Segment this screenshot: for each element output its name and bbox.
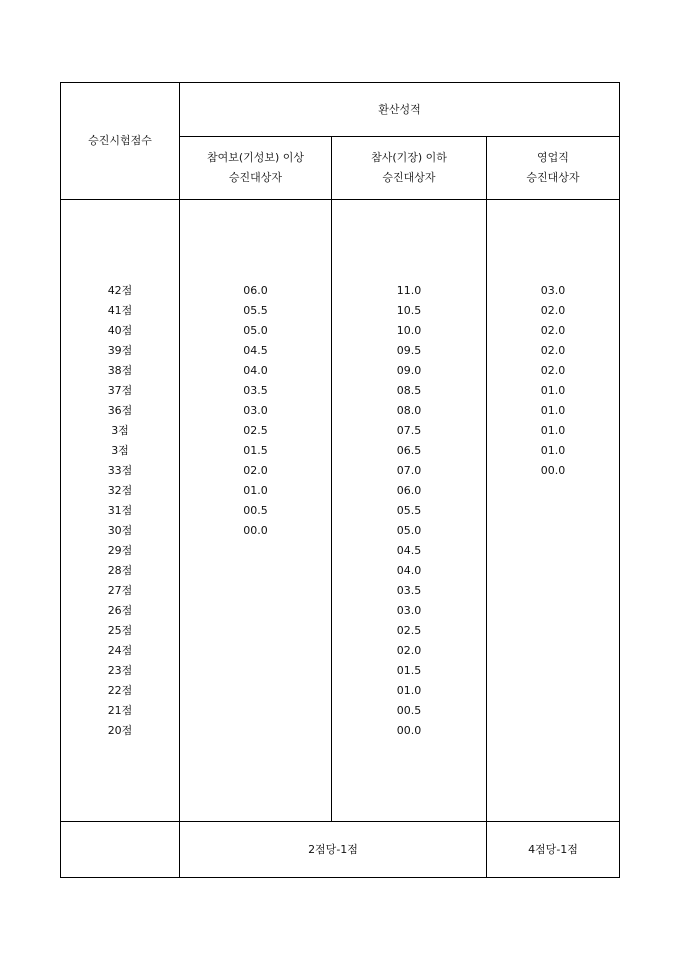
score-cell: 23점: [107, 664, 133, 677]
value-cell: 09.5: [396, 344, 422, 357]
score-cell: 21점: [107, 704, 133, 717]
score-cell: 28점: [107, 564, 133, 577]
score-cell: 42점: [107, 284, 133, 297]
value-cell: 06.0: [243, 284, 268, 297]
score-cell: 36점: [107, 404, 133, 417]
score-column: [61, 281, 179, 741]
col2-header-line2: 승진대상자: [382, 171, 436, 184]
value-cell: 10.0: [396, 324, 422, 337]
value-cell: 02.0: [540, 364, 566, 377]
score-cell: 24점: [107, 644, 133, 657]
score-cell: 22점: [107, 684, 133, 697]
divider-line: [486, 136, 487, 877]
value-cell: 01.0: [396, 684, 422, 697]
value-cell: 02.5: [396, 624, 422, 637]
value-cell: 02.0: [396, 644, 422, 657]
value-cell: 02.5: [243, 424, 268, 437]
col2-values: [332, 281, 486, 741]
score-header-label: 승진시험점수: [88, 134, 152, 147]
value-cell: 08.5: [396, 384, 422, 397]
value-cell: 08.0: [396, 404, 422, 417]
value-cell: 07.5: [396, 424, 422, 437]
value-cell: 01.5: [243, 444, 268, 457]
col3-values: [487, 281, 619, 481]
value-cell: 01.5: [396, 664, 422, 677]
score-cell: 33점: [107, 464, 133, 477]
value-cell: 01.0: [540, 424, 566, 437]
value-cell: 02.0: [243, 464, 268, 477]
value-cell: 00.0: [396, 724, 422, 737]
value-cell: 05.5: [243, 304, 268, 317]
col2-header: [332, 137, 486, 199]
value-cell: 02.0: [540, 304, 566, 317]
score-cell: 32점: [107, 484, 133, 497]
score-cell: 3점: [111, 424, 129, 437]
col3-header: [487, 137, 619, 199]
converted-score-header: [180, 83, 619, 136]
value-cell: 11.0: [396, 284, 422, 297]
value-cell: 03.0: [540, 284, 566, 297]
footer-ratio-cell: [180, 822, 486, 877]
footer-ratio-cell: [487, 822, 619, 877]
value-cell: 01.0: [540, 384, 566, 397]
value-cell: 09.0: [396, 364, 422, 377]
col3-header-line1: 영업직: [537, 151, 569, 164]
score-cell: 30점: [107, 524, 133, 537]
score-cell: 26점: [107, 604, 133, 617]
value-cell: 01.0: [540, 404, 566, 417]
value-cell: 07.0: [396, 464, 422, 477]
value-cell: 01.0: [243, 484, 268, 497]
score-cell: 40점: [107, 324, 133, 337]
score-cell: 25점: [107, 624, 133, 637]
value-cell: 04.0: [396, 564, 422, 577]
footer-ratio-3: 4점당-1점: [528, 842, 578, 856]
col3-header-line2: 승진대상자: [526, 171, 580, 184]
conversion-table: [60, 82, 620, 878]
value-cell: 05.0: [243, 324, 268, 337]
value-cell: 00.0: [243, 524, 268, 537]
value-cell: 00.5: [243, 504, 268, 517]
value-cell: 01.0: [540, 444, 566, 457]
score-header: [61, 83, 179, 199]
score-cell: 41점: [107, 304, 133, 317]
converted-score-label: 환산성적: [378, 102, 421, 116]
value-cell: 05.0: [396, 524, 422, 537]
score-cell: 27점: [107, 584, 133, 597]
value-cell: 04.5: [396, 544, 422, 557]
value-cell: 03.5: [243, 384, 268, 397]
value-cell: 02.0: [540, 324, 566, 337]
score-cell: 20점: [107, 724, 133, 737]
score-cell: 38점: [107, 364, 133, 377]
score-cell: 39점: [107, 344, 133, 357]
value-cell: 04.5: [243, 344, 268, 357]
value-cell: 06.0: [396, 484, 422, 497]
value-cell: 05.5: [396, 504, 422, 517]
value-cell: 00.0: [540, 464, 566, 477]
value-cell: 10.5: [396, 304, 422, 317]
footer-ratio-12: 2점당-1점: [308, 842, 358, 856]
value-cell: 03.0: [243, 404, 268, 417]
score-cell: 29점: [107, 544, 133, 557]
score-cell: 37점: [107, 384, 133, 397]
score-cell: 3점: [111, 444, 129, 457]
col1-header-line2: 승진대상자: [228, 171, 283, 184]
score-cell: 31점: [107, 504, 133, 517]
value-cell: 02.0: [540, 344, 566, 357]
col1-values: [180, 281, 331, 541]
value-cell: 04.0: [243, 364, 268, 377]
value-cell: 06.5: [396, 444, 422, 457]
col1-header-line1: 참여보(기성보) 이상: [206, 151, 305, 164]
value-cell: 00.5: [396, 704, 422, 717]
value-cell: 03.0: [396, 604, 422, 617]
value-cell: 03.5: [396, 584, 422, 597]
col1-header: [180, 137, 331, 199]
col2-header-line1: 참사(기장) 이하: [371, 151, 447, 164]
divider-line: [61, 199, 619, 200]
